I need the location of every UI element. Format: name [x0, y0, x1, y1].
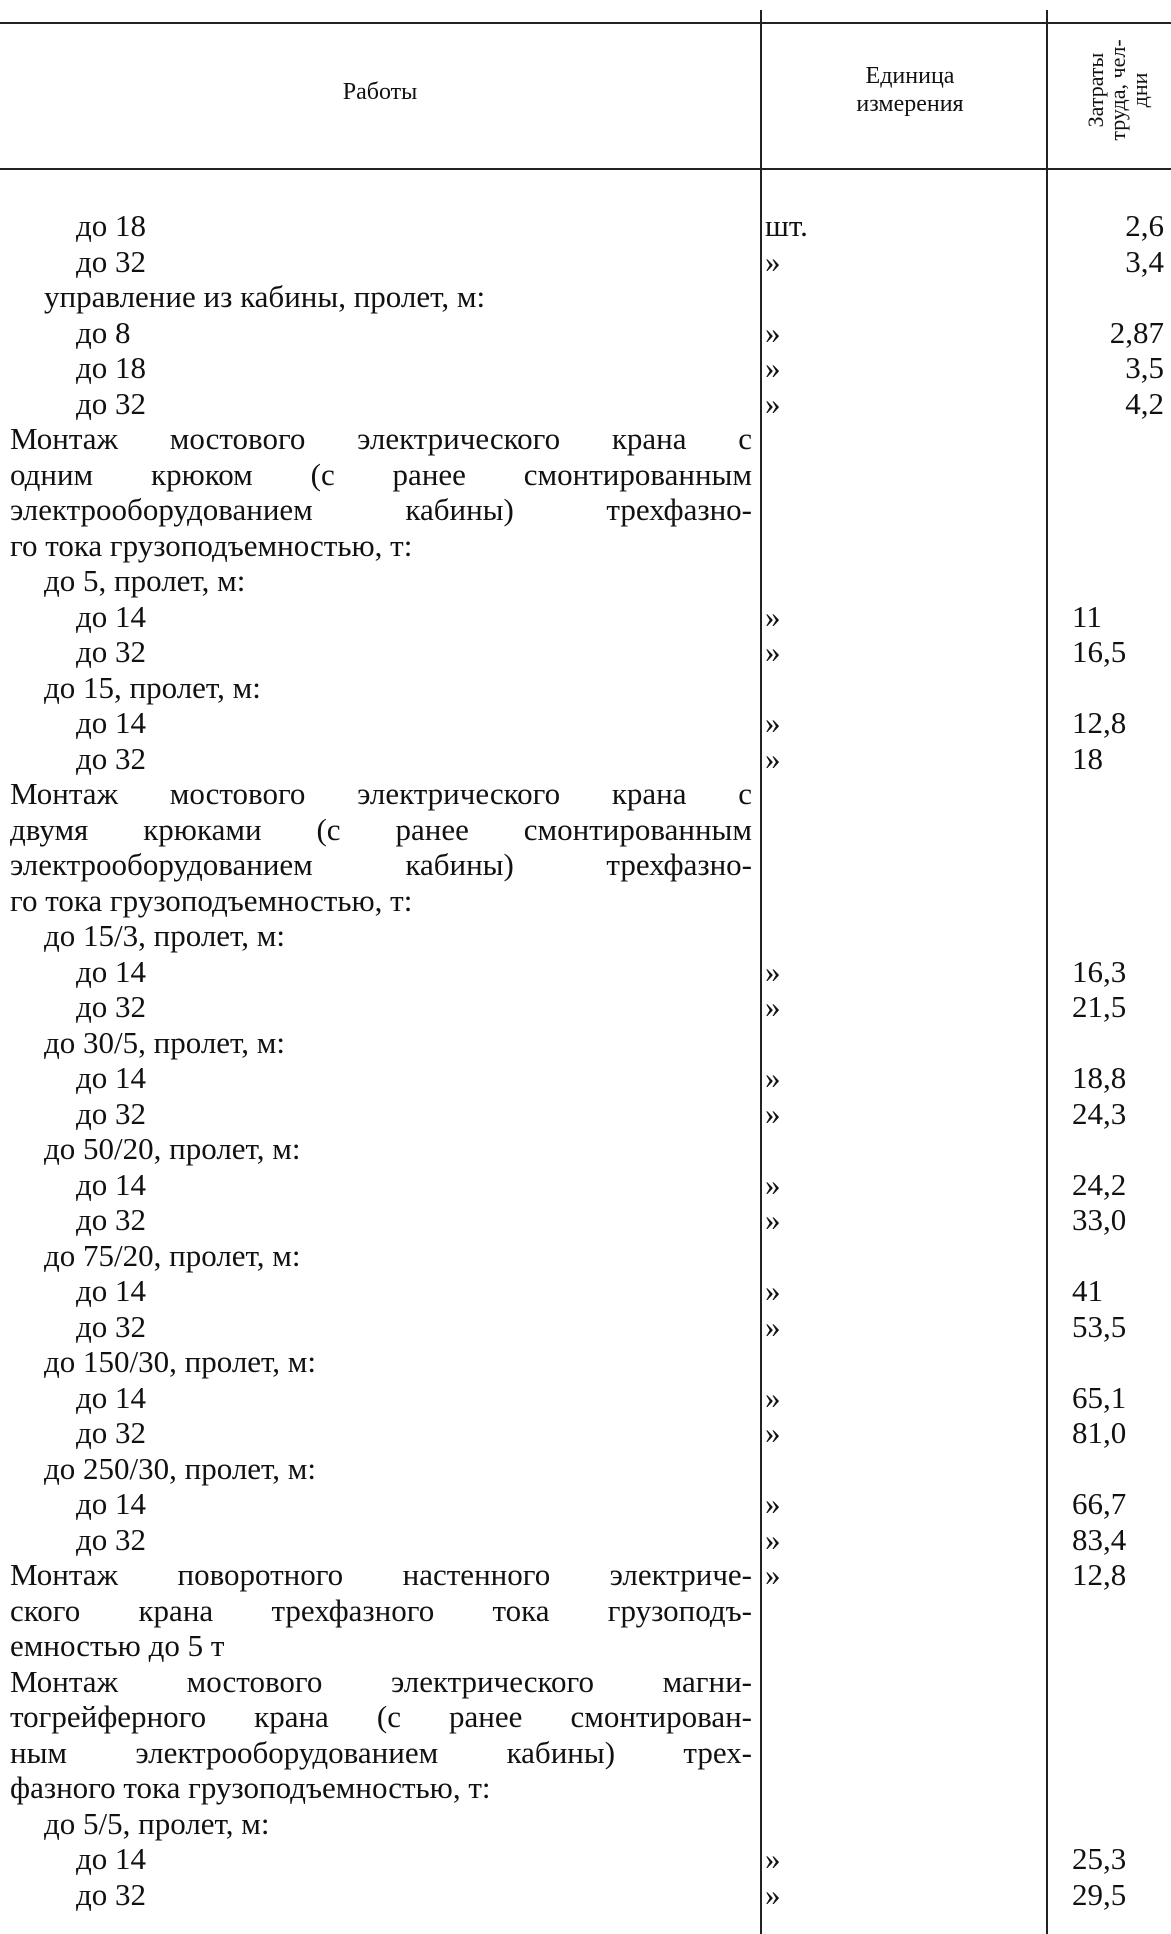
labor-value: 4,2	[1125, 385, 1164, 421]
work-description: до 18	[76, 208, 147, 243]
work-description: до 32	[76, 1521, 147, 1557]
work-description: до 14	[76, 1379, 147, 1415]
unit-cell: »	[765, 705, 781, 740]
work-description: до 14	[76, 1486, 147, 1521]
work-description: емностью до 5 т	[10, 1628, 225, 1663]
table-row	[0, 1486, 1171, 1522]
work-description: до 32	[76, 1095, 147, 1131]
work-description: электрооборудованием кабины) трехфазно-	[10, 492, 752, 527]
table-row	[0, 918, 1171, 954]
header-works: Работы	[342, 79, 418, 105]
work-description: тогрейферного крана (с ранее смонтирован-	[10, 1699, 752, 1734]
unit-cell: »	[765, 1060, 781, 1095]
work-description: до 50/20, пролет, м:	[44, 1131, 301, 1166]
labor-value: 29,5	[1072, 1876, 1127, 1912]
work-description: до 14	[76, 1273, 147, 1308]
work-description: Монтаж мостового электрического крана с	[10, 776, 752, 811]
work-description: двумя крюками (с ранее смонтированным	[10, 811, 752, 847]
labor-value: 16,3	[1072, 953, 1127, 989]
labor-value: 65,1	[1072, 1379, 1127, 1415]
table-row	[0, 1238, 1171, 1274]
table-row	[0, 528, 1171, 564]
unit-cell: шт.	[765, 208, 808, 243]
labor-value: 25,3	[1072, 1841, 1127, 1876]
table-row	[0, 847, 1171, 883]
unit-cell: »	[765, 1521, 781, 1557]
table-row	[0, 1699, 1171, 1735]
unit-cell: »	[765, 1308, 781, 1344]
unit-cell: »	[765, 1202, 781, 1237]
unit-cell: »	[765, 953, 781, 989]
labor-value: 21,5	[1072, 989, 1127, 1024]
table-row	[0, 883, 1171, 919]
work-description: до 32	[76, 989, 147, 1024]
labor-value: 16,5	[1072, 634, 1127, 669]
unit-cell: »	[765, 314, 781, 350]
work-description: до 32	[76, 1308, 147, 1344]
table-row	[0, 1309, 1171, 1345]
table-row	[0, 457, 1171, 493]
work-description: го тока грузоподъемностью, т:	[10, 882, 413, 918]
work-description: до 32	[76, 385, 147, 421]
work-description: электрооборудованием кабины) трехфазно-	[10, 847, 752, 882]
labor-value: 11	[1072, 598, 1102, 634]
header-labor-cell	[1068, 20, 1168, 160]
table-row	[0, 1415, 1171, 1451]
labor-value: 83,4	[1072, 1521, 1127, 1557]
unit-cell: »	[765, 350, 781, 385]
unit-cell: »	[765, 740, 781, 776]
labor-value: 24,3	[1072, 1095, 1127, 1131]
work-description: до 5, пролет, м:	[44, 563, 246, 598]
work-description: до 14	[76, 953, 147, 989]
table-row	[0, 599, 1171, 635]
work-description: до 15/3, пролет, м:	[44, 918, 285, 953]
work-description: Монтаж мостового электрического магни-	[10, 1663, 752, 1699]
work-description: до 14	[76, 1060, 147, 1095]
labor-value: 81,0	[1072, 1415, 1127, 1450]
unit-cell: »	[765, 1557, 781, 1592]
unit-cell: »	[765, 1379, 781, 1415]
work-description: до 5/5, пролет, м:	[44, 1805, 270, 1841]
table-row	[0, 386, 1171, 422]
unit-cell: »	[765, 1095, 781, 1131]
table-row	[0, 741, 1171, 777]
table-row	[0, 1096, 1171, 1132]
work-description: до 32	[76, 740, 147, 776]
table-row	[0, 1273, 1171, 1309]
table-row	[0, 954, 1171, 990]
work-description: до 32	[76, 1415, 147, 1450]
table-row	[0, 705, 1171, 741]
table-row	[0, 1131, 1171, 1167]
table-row	[0, 279, 1171, 315]
table-row	[0, 1380, 1171, 1416]
labor-value: 66,7	[1072, 1486, 1127, 1521]
work-description: до 32	[76, 1202, 147, 1237]
unit-cell: »	[765, 1273, 781, 1308]
header-bottom-rule	[0, 168, 1171, 170]
unit-cell: »	[765, 385, 781, 421]
labor-value: 18,8	[1072, 1060, 1127, 1095]
work-description: до 15, пролет, м:	[44, 669, 261, 705]
work-description: ным электрооборудованием кабины) трех-	[10, 1734, 752, 1770]
work-description: Монтаж мостового электрического крана с	[10, 421, 752, 456]
labor-value: 53,5	[1072, 1308, 1127, 1344]
table-row	[0, 776, 1171, 812]
table-row	[0, 1344, 1171, 1380]
work-description: ского крана трехфазного тока грузоподъ-	[10, 1592, 752, 1628]
table-row	[0, 1593, 1171, 1629]
labor-value: 41	[1072, 1273, 1103, 1308]
unit-cell: »	[765, 1415, 781, 1450]
work-description: до 14	[76, 705, 147, 740]
table-top-rule	[0, 22, 1171, 24]
table-row	[0, 1025, 1171, 1061]
unit-cell: »	[765, 1486, 781, 1521]
table-row	[0, 1628, 1171, 1664]
table-row	[0, 315, 1171, 351]
work-description: до 14	[76, 1841, 147, 1876]
labor-value: 12,8	[1072, 705, 1127, 740]
work-description: фазного тока грузоподъемностью, т:	[10, 1770, 491, 1805]
table-row	[0, 563, 1171, 599]
table-row	[0, 1522, 1171, 1558]
table-row	[0, 1060, 1171, 1096]
table-row	[0, 1557, 1171, 1593]
labor-value: 12,8	[1072, 1557, 1127, 1592]
labor-value: 33,0	[1072, 1202, 1127, 1237]
work-description: до 32	[76, 634, 147, 669]
table-row	[0, 244, 1171, 280]
table-row	[0, 1770, 1171, 1806]
work-description: до 8	[76, 314, 131, 350]
labor-value: 3,5	[1125, 350, 1164, 385]
work-description: до 18	[76, 350, 147, 385]
work-description: го тока грузоподъемностью, т:	[10, 527, 413, 563]
work-description: до 75/20, пролет, м:	[44, 1237, 301, 1273]
unit-cell: »	[765, 1876, 781, 1912]
table-row	[0, 1202, 1171, 1238]
table-body	[0, 208, 1171, 1912]
labor-value: 3,4	[1125, 243, 1164, 279]
table-row	[0, 1877, 1171, 1913]
table-row	[0, 1451, 1171, 1487]
labor-value: 2,87	[1109, 314, 1164, 350]
table-row	[0, 670, 1171, 706]
work-description: до 14	[76, 1166, 147, 1202]
table-row	[0, 634, 1171, 670]
table-row	[0, 1841, 1171, 1877]
work-description: до 14	[76, 598, 147, 634]
header-unit: Единица измерения	[856, 63, 964, 117]
work-description: Монтаж поворотного настенного электриче-	[10, 1557, 752, 1592]
work-description: управление из кабины, пролет, м:	[44, 279, 486, 314]
labor-value: 24,2	[1072, 1166, 1127, 1202]
table-row	[0, 421, 1171, 457]
work-description: до 150/30, пролет, м:	[44, 1344, 316, 1379]
work-description: до 32	[76, 1876, 147, 1912]
table-row	[0, 812, 1171, 848]
unit-cell: »	[765, 634, 781, 669]
labor-value: 2,6	[1125, 208, 1164, 243]
table-row	[0, 1735, 1171, 1771]
unit-cell: »	[765, 989, 781, 1024]
table-row	[0, 1167, 1171, 1203]
table-row	[0, 1664, 1171, 1700]
table-row	[0, 989, 1171, 1025]
table-row	[0, 350, 1171, 386]
work-description: до 30/5, пролет, м:	[44, 1024, 285, 1060]
header-labor: Затраты труда, чел-дни	[1083, 39, 1152, 141]
unit-cell: »	[765, 1841, 781, 1876]
work-description: до 250/30, пролет, м:	[44, 1450, 316, 1486]
table-row	[0, 208, 1171, 244]
unit-cell: »	[765, 1166, 781, 1202]
unit-cell: »	[765, 598, 781, 634]
table-row	[0, 492, 1171, 528]
table-row	[0, 1806, 1171, 1842]
labor-value: 18	[1072, 740, 1103, 776]
unit-cell: »	[765, 243, 781, 279]
work-description: до 32	[76, 243, 147, 279]
work-description: одним крюком (с ранее смонтированным	[10, 456, 752, 492]
